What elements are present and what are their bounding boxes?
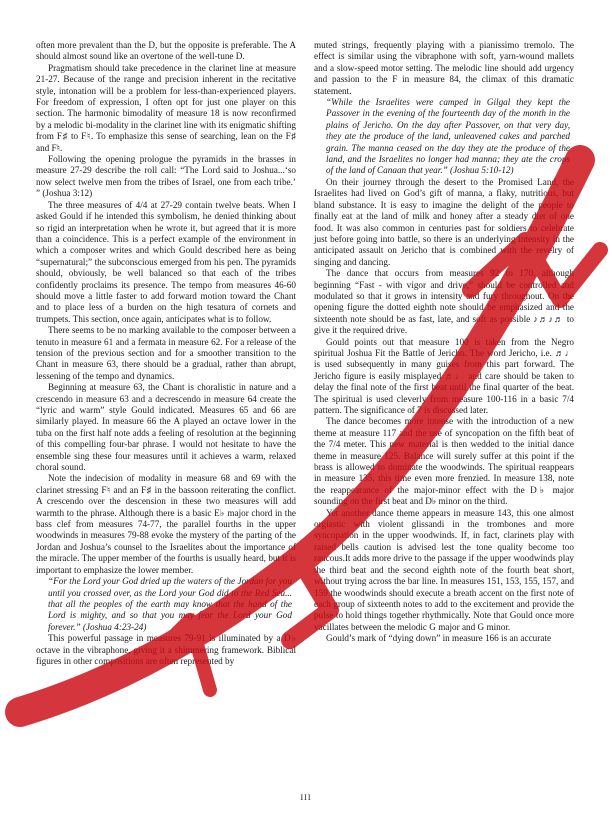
- paragraph: Note the indecision of modality in measure 68 and 69 with the clarinet stressing F♮ and an F♯ in the bassoon reiterating the conflict. A crescendo over the descension in these two measures will add warmth to the phrase. Although there is a basic E♭ major chord in the bass clef from measures 74-77, the parallel fourths in the upper woodwinds in measures 79-88 evoke the mystery of the parting of the Jordan and Joshua’s counsel to the Israelites about the importance of the miracle. The upper member of the fourths is usually heard, but it is important to emphasize the lower member.: [36, 473, 296, 575]
- right-column: [314, 40, 574, 645]
- page-number: III: [300, 793, 312, 802]
- left-column: [36, 40, 296, 667]
- paragraph: The dance becomes more intense with the introduction of a new theme at measure 117 and the use of syncopation on the fifth beat of the 7/4 meter. This new material is then wedded to the initial dance theme in measure 125. Balance will surely suffer at this point if the brass is allowed to dominate the woodwinds. The spiritual reappears in measure 135, this time even more frenzied. In measure 138, note the reappearance of the major-minor effect with the D♭ major sounding on the first beat and D♭ minor on the third.: [314, 416, 574, 507]
- paragraph: On their journey through the desert to the Promised Land, the Israelites had lived on God’s gift of manna, a flaky, nutritious, but bland substance. It is easy to imagine the delight of the people to finally eat at the land of milk and honey after a steady diet of one food. It was also common in centuries past for soldiers to celebrate just before going into battle, so there is an underlying intensity in the anticipated assault on Jericho that is combined with the revelry of singing and dancing.: [314, 176, 574, 267]
- paragraph: The dance that occurs from measures 92 to 170, although beginning “Fast - with vigor and drive,” should be controlled and modulated so that it grows in intensity and fury throughout. On the opening figure the dotted eighth note should be emphasized and the sixteenth note should be as fast, late, and soft as possible ♪♬♪♬ to give it the required drive.: [314, 268, 574, 336]
- paragraph: There seems to be no marking available to the composer between a tenuto in measure 61 and a fermata in measure 62. For a release of the tension of the previous section and for a smoother transition to the Chant in measure 63, there should be a gradual, rather than abrupt, lessening of the tempo and dynamics.: [36, 325, 296, 381]
- paragraph: The three measures of 4/4 at 27-29 contain twelve beats. When I asked Gould if he intended this symbolism, he denied thinking about so rigid an interpretation when he wrote it, but agreed that it is more than a coincidence. This is a perfect example of the environment in which a composer writes and which Gould described here as being “supernatural;” the subconscious emerged from his pen. The pyramids should, obviously, be well balanced so that each of the tribes confidently proclaims its presence. The tempo from measures 46-60 should move a little faster to add forward motion toward the Chant and to place less of a burden on the high tesatura of cornets and trumpets. This section, once again, anticipates what is to follow.: [36, 199, 296, 324]
- paragraph: This powerful passage in measures 79-91 is illuminated by a D♭ octave in the vibraphone, giving it a shimmering framework. Biblical figures in other compositions are often represented by: [36, 633, 296, 666]
- scripture-quote: “While the Israelites were camped in Gilgal they kept the Passover in the evening of the fourteenth day of the month in the plains of Jericho. On the day after Passover, on that very day, they ate the produce of the land, unleavened cakes and parched grain. The manna ceased on the day they ate the produce of the land, and the Israelites no longer had manna; they ate the crops of the land of Canaan that year.” (Joshua 5:10-12): [326, 97, 570, 176]
- paragraph: Pragmatism should take precedence in the clarinet line at measure 21-27. Because of the range and precision inherent in the recitative style, intonation will be a problem for less-than-experienced players. For freedom of expression, I often opt for just one player on this section. The harmonic bimodality of measure 18 is now reconfirmed by a melodic bi-modality in the clarinet line with its enigmatic shifting from F♯ to F♮. To emphasize this sense of searching, lean on the F♯ and F♮.: [36, 62, 296, 153]
- paragraph: Following the opening prologue the pyramids in the brasses in measure 27-29 describe the roll call: “The Lord said to Joshua...‘so now select twelve men from the tribes of Israel, one from each tribe.’ ” (Joshua 3:12): [36, 154, 296, 199]
- paragraph: Beginning at measure 63, the Chant is choralistic in nature and a crescendo in measure 63 and a decrescendo in measure 64 create the “lyric and warm” style Gould indicated. Measures 65 and 66 are similarly played. In measure 66 the A played an octave lower in the tuba on the first half note adds a feeling of resolution at the beginning of this compelling four-bar phrase. I would not hesitate to have the ensemble sing these four measures until it achieves a warm, relaxed choral sound.: [36, 382, 296, 473]
- paragraph: Yet another dance theme appears in measure 143, this one almost orgiastic with violent glissandi in the trombones and more syncopation in the upper woodwinds. If, in fact, clarinets play with raised bells caution is advised lest the tone quality become too raucous.It adds more drive to the passage if the upper woodwinds play the third beat and the second eighth note of the fourth beat short, without trying across the bar line. In measures 151, 153, 155, 157, and 159 the woodwinds should execute a breath accent on the first note of each group of sixteenth notes to add to the excitement and provide the pulse to hold things together rhythmically. Note that Gould once more vacillates between the melodic G major and G minor.: [314, 507, 574, 632]
- paragraph: muted strings, frequently playing with a pianissimo tremolo. The effect is similar using the vibraphone with soft, yarn-wound mallets and a slow-speed motor setting. The melodic line should add urgency and passion to the F in measure 84, the climax of this dramatic statement.: [314, 40, 574, 96]
- paragraph: often more prevalent than the D, but the opposite is preferable. The A should almost sound like an overtone of the well-tune D.: [36, 40, 296, 62]
- paragraph: Gould’s mark of “dying down” in measure 166 is an accurate: [326, 633, 552, 644]
- paragraph: Gould points out that measure 100 is taken from the Negro spiritual Joshua Fit the Battle of Jericho. The word Jericho, i.e. ♬♩ is used subsequently in many guises from this part forward. The Jericho figure is easily misplayed ♬♩ and care should be taken to delay the final note of the first beat until the final quarter of the beat. The spiritual is used cleverly from measure 100-116 in a basic 7/4 pattern. The significance of 7 is discussed later.: [314, 336, 574, 415]
- scripture-quote: “For the Lord your God dried up the waters of the Jordan for you until you crossed over, as the Lord your God did to the Red Sea... that all the peoples of the earth may know that the hand of the Lord is mighty, and so that you may fear the Lord your God forever.” (Joshua 4:23-24): [48, 576, 292, 632]
